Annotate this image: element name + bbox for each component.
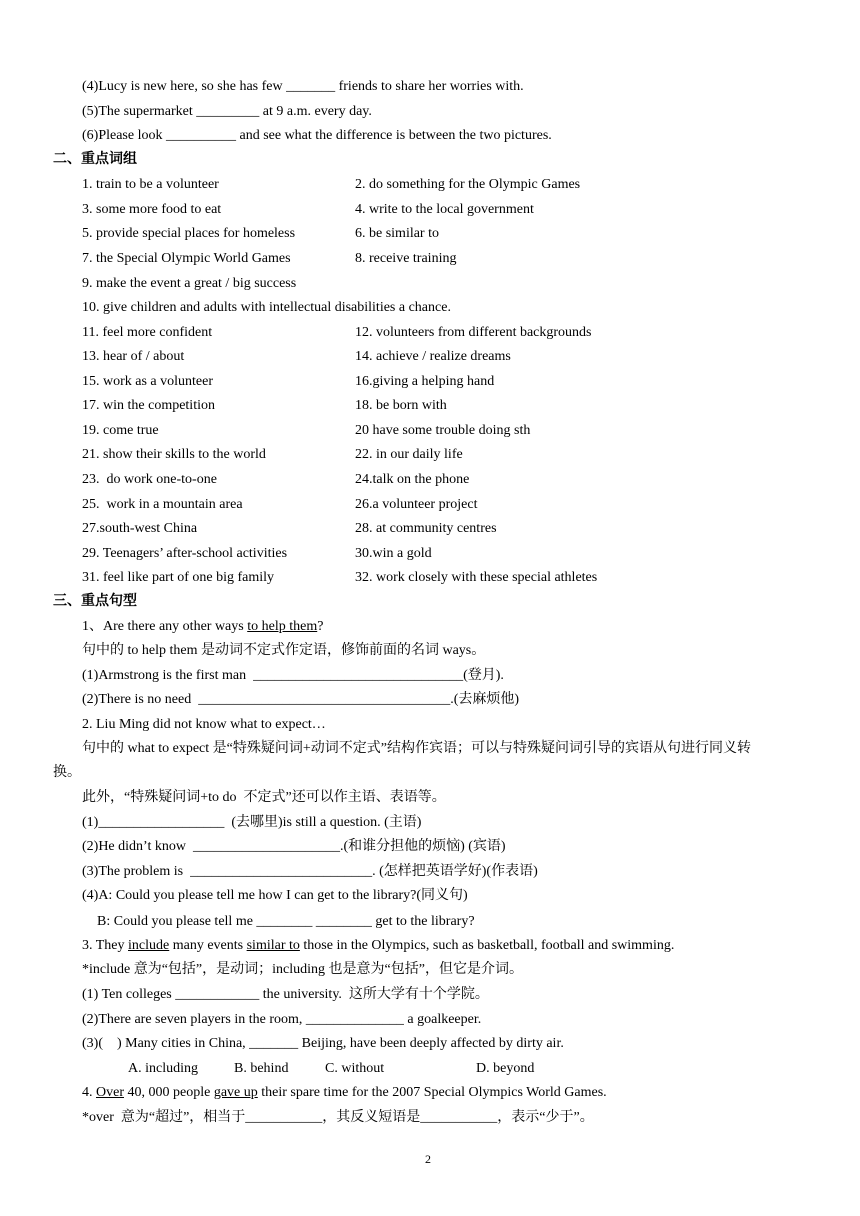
phrase-item: 25. work in a mountain area xyxy=(82,497,243,512)
phrase-item: 8. receive training xyxy=(355,251,457,266)
phrase-item: 27.south-west China xyxy=(82,521,198,536)
phrase-item: 5. provide special places for homeless xyxy=(82,226,296,241)
exercise-line: (3)The problem is __________________________. (怎样把英语学好)(作表语) xyxy=(82,864,538,879)
sentence-1 xyxy=(82,618,323,635)
exercise-line: (6)Please look __________ and see what the difference is between the two pictures. xyxy=(82,128,552,143)
phrase-item: 19. come true xyxy=(82,423,159,438)
phrase-item: 14. achieve / realize dreams xyxy=(355,349,511,364)
phrase-item: 22. in our daily life xyxy=(355,447,463,462)
sentence-text: 1、Are there any other ways xyxy=(82,619,248,634)
sentence-text: 3. They xyxy=(82,938,129,953)
section-heading: 二、重点词组 xyxy=(53,152,137,167)
phrase-item: 17. win the competition xyxy=(82,398,215,413)
underlined-phrase: gave up xyxy=(213,1085,258,1100)
phrase-item: 11. feel more confident xyxy=(82,325,213,340)
exercise-line: (1)Armstrong is the first man ______________________________(登月). xyxy=(82,668,504,683)
option-b: B. behind xyxy=(234,1061,289,1076)
sentence-text: those in the Olympics, such as basketball, football and swimming. xyxy=(299,938,675,953)
phrase-item: 7. the Special Olympic World Games xyxy=(82,251,291,266)
underlined-phrase: Over xyxy=(96,1085,124,1100)
sentence-text: their spare time for the 2007 Special Olympics World Games. xyxy=(257,1085,607,1100)
explanation-note: 此外，“特殊疑问词+to do 不定式”还可以作主语、表语等。 xyxy=(82,790,446,805)
explanation-note: *over 意为“超过”，相当于___________，其反义短语是___________，表示“少于”。 xyxy=(82,1110,594,1125)
phrase-item: 18. be born with xyxy=(355,398,447,413)
exercise-line: (2)There is no need ____________________________________.(去麻烦他) xyxy=(82,692,520,707)
sentence-text: ? xyxy=(317,619,324,634)
phrase-item: 4. write to the local government xyxy=(355,202,534,217)
phrase-item: 15. work as a volunteer xyxy=(82,374,214,389)
exercise-line: (4)Lucy is new here, so she has few _______ friends to share her worries with. xyxy=(82,79,524,94)
sentence-3 xyxy=(82,937,674,954)
explanation-note: 句中的 what to expect 是“特殊疑问词+动词不定式”结构作宾语；可以与特殊疑问词引导的宾语从句进行同义转 xyxy=(82,741,751,756)
phrase-item: 31. feel like part of one big family xyxy=(82,570,275,585)
phrase-item: 29. Teenagers’ after-school activities xyxy=(82,546,288,561)
sentence-text: 40, 000 people xyxy=(124,1085,214,1100)
phrase-item: 12. volunteers from different backgrounds xyxy=(355,325,592,340)
underlined-phrase: to help them xyxy=(247,619,318,634)
phrase-item: 21. show their skills to the world xyxy=(82,447,266,462)
phrase-item: 30.win a gold xyxy=(355,546,432,561)
exercise-line: (1)__________________ (去哪里)is still a question. (主语) xyxy=(82,815,422,830)
exercise-line: (4)A: Could you please tell me how I can get to the library?(同义句) xyxy=(82,888,468,903)
exercise-line: B: Could you please tell me ________ ________ get to the library? xyxy=(97,914,475,929)
sentence-text: many events xyxy=(169,938,247,953)
option-a: A. including xyxy=(128,1061,198,1076)
phrase-item: 1. train to be a volunteer xyxy=(82,177,219,192)
phrase-item: 20 have some trouble doing sth xyxy=(355,423,531,438)
exercise-line: (1) Ten colleges ____________ the university. 这所大学有十个学院。 xyxy=(82,987,489,1002)
phrase-item: 13. hear of / about xyxy=(82,349,185,364)
explanation-note: 换。 xyxy=(53,765,81,780)
underlined-phrase: include xyxy=(128,938,170,953)
phrase-item: 10. give children and adults with intellectual disabilities a chance. xyxy=(82,300,451,315)
phrase-item: 28. at community centres xyxy=(355,521,497,536)
explanation-note: 句中的 to help them 是动词不定式作定语，修饰前面的名词 ways。 xyxy=(82,643,486,658)
exercise-line: (5)The supermarket _________ at 9 a.m. every day. xyxy=(82,104,372,119)
option-d: D. beyond xyxy=(476,1061,535,1076)
exercise-line: (2)There are seven players in the room, ______________ a goalkeeper. xyxy=(82,1012,482,1027)
phrase-item: 24.talk on the phone xyxy=(355,472,470,487)
page-number: 2 xyxy=(425,1152,431,1166)
phrase-item: 26.a volunteer project xyxy=(355,497,478,512)
phrase-item: 2. do something for the Olympic Games xyxy=(355,177,581,192)
exercise-line: (3)( ) Many cities in China, _______ Beijing, have been deeply affected by dirty air. xyxy=(82,1036,564,1051)
section-heading: 三、重点句型 xyxy=(53,594,137,609)
explanation-note: *include 意为“包括”，是动词；including 也是意为“包括”，但它是介词。 xyxy=(82,962,523,977)
phrase-item: 6. be similar to xyxy=(355,226,439,241)
phrase-item: 16.giving a helping hand xyxy=(355,374,495,389)
sentence-text: 4. xyxy=(82,1085,96,1100)
exercise-line: (2)He didn’t know _____________________.(和谁分担他的烦恼) (宾语) xyxy=(82,839,506,854)
phrase-item: 3. some more food to eat xyxy=(82,202,222,217)
sentence-4 xyxy=(82,1084,607,1101)
phrase-item: 32. work closely with these special athletes xyxy=(355,570,598,585)
phrase-item: 9. make the event a great / big success xyxy=(82,276,297,291)
underlined-phrase: similar to xyxy=(246,938,300,953)
phrase-item: 23. do work one-to-one xyxy=(82,472,217,487)
sentence-2: 2. Liu Ming did not know what to expect… xyxy=(82,717,326,732)
option-c: C. without xyxy=(325,1061,385,1076)
